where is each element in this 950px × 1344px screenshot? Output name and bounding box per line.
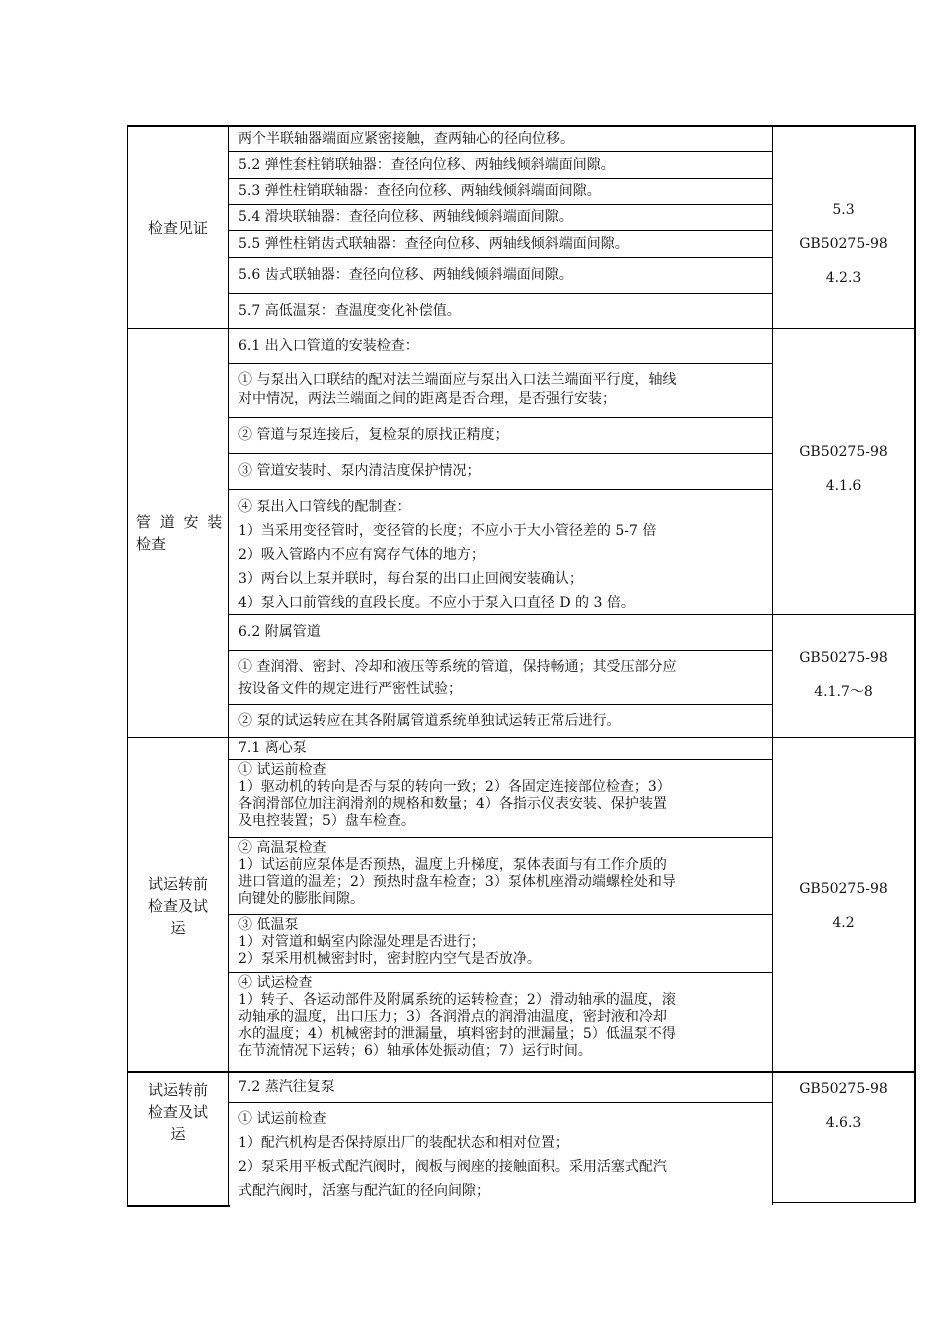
- section7a-reference: GB50275-98 4.2: [799, 881, 888, 931]
- section7a-item: ③ 低温泵 1）对管道和蜗室内除湿处理是否进行； 2）泵采用机械密封时，密封腔内空气是否放净。: [238, 917, 541, 967]
- table-border-bottom: [127, 1205, 230, 1207]
- section6-item: ② 泵的试运转应在其各附属管道系统单独试运转正常后进行。: [238, 712, 621, 729]
- section6-item: ① 查润滑、密封、冷却和液压等系统的管道，保持畅通；其受压部分应 按设备文件的规定进行严密性试验；: [238, 659, 677, 697]
- table-border-right: [914, 125, 916, 1203]
- section5-row: 5.3 弹性柱销联轴器：查径向位移、两轴线倾斜端面间隙。: [238, 183, 601, 199]
- table-border-bottom-right: [772, 1202, 916, 1203]
- section7a-item: ② 高温泵检查 1）试运前应泵体是否预热，温度上升梯度，泵体表面与有工作介质的 进口管道的温差；2）预热时盘车检查；3）泵体机座滑动端螺栓处和导 向键处的膨胀间隙。: [238, 840, 676, 907]
- section7a-title: 7.1 离心泵: [238, 740, 307, 756]
- section7b-title: 7.2 蒸汽往复泵: [238, 1079, 335, 1095]
- section7b-item: ① 试运前检查 1）配汽机构是否保持原出厂的装配状态和相对位置； 2）泵采用平板式配汽阀时，阀板与阀座的接触面积。采用活塞式配汽 式配汽阀时，活塞与配汽缸的径向间隙；: [238, 1111, 667, 1199]
- section7b-category: 试运转前 检查及试 运: [147, 1081, 208, 1143]
- section5-row: 5.5 弹性柱销齿式联轴器：查径向位移、两轴线倾斜端面间隙。: [238, 235, 629, 252]
- section6-title: 6.1 出入口管道的安装检查：: [238, 337, 419, 354]
- section5-category: [128, 127, 228, 328]
- category-label: 检查见证: [147, 218, 208, 237]
- section7a-item: ① 试运前检查 1）驱动机的转向是否与泵的转向一致；2）各固定连接部位检查；3） 各润滑部位加注润滑剂的规格和数量；4）各指示仪表安装、保护装置 及电控装置；5）盘车检查。: [238, 762, 671, 829]
- section6-reference: GB50275-98 4.1.6: [799, 444, 888, 494]
- section6-item: ② 管道与泵连接后，复检泵的原找正精度；: [238, 427, 509, 443]
- section6-category: 管 道 安 装 检查: [136, 513, 225, 553]
- section5-reference: 5.3 GB50275-98 4.2.3: [799, 202, 888, 286]
- section5-row: 5.4 滑块联轴器：查径向位移、两轴线倾斜端面间隙。: [238, 209, 573, 225]
- section5-row: 5.6 齿式联轴器：查径向位移、两轴线倾斜端面间隙。: [238, 267, 573, 283]
- section6-item: ④ 泵出入口管线的配制查： 1）当采用变径管时，变径管的长度；不应小于大小管径差的 5-7 倍 2）吸入管路内不应有窝存气体的地方； 3）两台以上泵并联时，每台泵的出口止回阀安装确认； 4）泵入口前管线的直段长度。不应小于泵入口直径 D 的 3 倍。: [238, 499, 657, 611]
- section6-reference: GB50275-98 4.1.7～8: [799, 650, 888, 700]
- section7b-reference: GB50275-98 4.6.3: [799, 1081, 888, 1131]
- section7a-category: 试运转前 检查及试 运: [147, 875, 208, 937]
- section5-row: 两个半联轴器端面应紧密接触，查两轴心的径向位移。: [238, 130, 574, 147]
- section6-item: ③ 管道安装时、泵内清洁度保护情况；: [238, 463, 481, 479]
- section5-row: 5.2 弹性套柱销联轴器：查径向位移、两轴线倾斜端面间隙。: [238, 156, 615, 173]
- section6-item: ① 与泵出入口联结的配对法兰端面应与泵出入口法兰端面平行度，轴线 对中情况，两法兰端面之间的距离是否合理，是否强行安装；: [238, 372, 677, 407]
- section5-row: 5.7 高低温泵：查温度变化补偿值。: [238, 302, 461, 319]
- section7a-item: ④ 试运检查 1）转子、各运动部件及附属系统的运转检查；2）滑动轴承的温度，滚 动轴承的温度，出口压力；3）各润滑点的润滑油温度，密封液和冷却 水的温度；4）机械密封的泄漏量，填料密封的泄漏量；5）低温泵不得 在节流情况下运转；6）轴承体处振动值；7）运行时间。: [238, 975, 676, 1059]
- section6-title: 6.2 附属管道: [238, 624, 321, 640]
